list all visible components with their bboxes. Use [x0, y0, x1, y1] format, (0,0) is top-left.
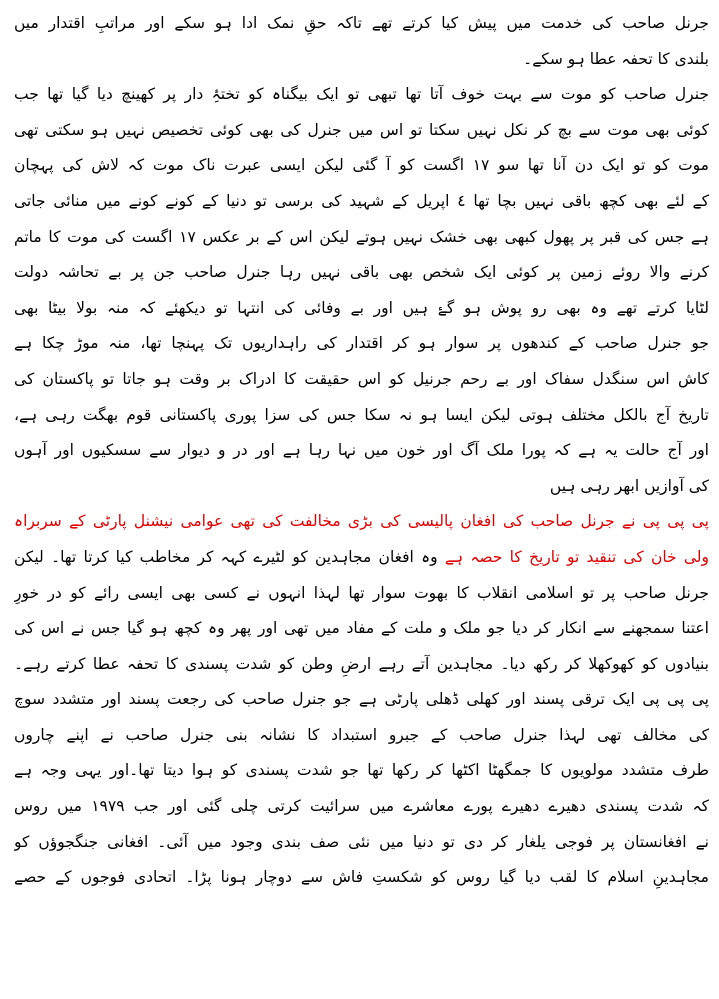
document-page	[14, 6, 709, 896]
text-line-11: کاش اس سنگدل سفاک اور بے رحم جرنیل کو اس حقیقت کا ادراک بر وقت ہو جاتا تو پاکستان کی	[14, 369, 709, 388]
text-line-19: بنیادوں کو کھوکھلا کر رکھ دیا۔ مجاہدین آتے رہے ارضِ وطن کو شدت پسندی کا تحفہ عطا کرتے رہے۔	[14, 654, 709, 673]
text-line-25: مجاہدینِ اسلام کا لقب دیا گیا روس کو شکستِ فاش سے دوچار ہونا پڑا۔ اتحادی فوجوں کے حصے	[14, 868, 709, 887]
text-line-2: بلندی کا تحفہ عطا ہو سکے۔	[523, 49, 709, 68]
text-line-13: اور آج حالت یہ ہے کہ پورا ملک آگ اور خون میں نہا رہا ہے اور در و دیوار سے سسکیوں اور آہوں	[14, 441, 709, 460]
text-line-6: کے لئے بھی کچھ باقی نہیں بچا تھا ٤ اپریل کے شہید کی برسی تو دنیا کے کونے کونے میں منائی جاتی	[14, 191, 709, 210]
text-line-14: کی آوازیں ابھر رہی ہیں	[549, 476, 709, 495]
text-line-3: جنرل صاحب کو موت سے بہت خوف آتا تھا تبھی تو ایک بیگناہ کو تختۂِ دار پر کھینچ دیا گیا تھا جب	[14, 85, 709, 104]
text-line-16-mixed	[14, 540, 709, 576]
text-line-17: جرنل صاحب پر تو اسلامی انقلاب کا بھوت سوار تھا لہذا انہوں نے کسی بھی ایسی رائے کو در خورِ	[14, 583, 709, 602]
text-line-8: کرنے والا روئے زمین پر کوئی ایک شخص بھی باقی نہیں رہا جنرل صاحب جن پر بے تحاشہ دولت	[14, 263, 709, 282]
text-line-22: طرف متشدد مولویوں کا جمگھٹا اکٹھا کر رکھا تھا جو شدت پسندی کو ہوا دیتا تھا۔اور یہی وجہ ہے	[14, 761, 709, 780]
text-line-4: کوئی بھی موت سے بچ کر نکل نہیں سکتا تو اس میں جنرل کی بھی کوئی تخصیص نہیں ہو سکتی تھی	[14, 120, 709, 139]
text-line-9: لٹایا کرتے تھے وہ بھی رو پوش ہو گۓ ہیں اور بے وفائی کی انتہا تو دیکھئے کہ منہ بولا بیٹا بھی	[14, 298, 709, 317]
text-line-24: نے افغانستان پر فوجی یلغار کر دی تو دنیا میں نئی صف بندی وجود میں آئی۔ افغانی جنگجوؤں کو	[14, 832, 709, 851]
text-line-15-highlight: پی پی پی نے جرنل صاحب کی افغان پالیسی کی بڑی مخالفت کی تھی عوامی نیشنل پارٹی کے سربراہ	[14, 512, 709, 531]
plain-phrase: وہ افغان مجاہدین کو لٹیرے کہہ کر مخاطب کیا کرتا تھا۔ لیکن	[14, 547, 445, 566]
highlighted-phrase: ولی خان کی تنقید تو تاریخ کا حصہ ہے	[444, 547, 709, 566]
text-line-18: اعتنا سمجھنے سے انکار کر دیا جو ملک و ملت کے مفاد میں تھی اور پھر وہ کچھ ہو گیا جس نے اس کی	[14, 619, 709, 638]
text-line-21: کی مخالف تھی لہذا جنرل صاحب کے جبرو استبداد کا نشانہ بنی جنرل صاحب نے اپنے چاروں	[14, 725, 709, 744]
text-line-23: کہ شدت پسندی دھیرے دھیرے پورے معاشرے میں سرائیت کرتی چلی گئی اور جب ۱۹۷۹ میں روس	[14, 797, 709, 816]
text-line-7: ہے جس کی قبر پر پھول کبھی بھی خشک نہیں ہوتے لیکن اس کے بر عکس ۱۷ اگست کی موت کا ماتم	[14, 227, 709, 246]
text-line-20: پی پی پی ایک ترقی پسند اور کھلی ڈھلی پارٹی ہے جو جنرل صاحب کی رجعت پسند اور متشدد سوچ	[14, 690, 709, 709]
text-line-5: موت کو تو ایک دن آنا تھا سو ۱۷ اگست کو آ گئی لیکن ایسی عبرت ناک موت کہ لاش کی پہچان	[14, 156, 709, 175]
text-line-12: تاریخ آج بالکل مختلف ہوتی لیکن ایسا ہو نہ سکا جس کی سزا پوری پاکستانی قوم بھگت رہی ہے،	[14, 405, 709, 424]
text-line-10: جو جنرل صاحب کے کندھوں پر سوار ہو کر اقتدار کی راہداریوں تک پہنچا تھا، منہ موڑ چکا ہے	[14, 334, 709, 353]
text-line-1: جرنل صاحب کی خدمت میں پیش کیا کرتے تھے تاکہ حقِ نمک ادا ہو سکے اور مراتبِ اقتدار میں	[14, 14, 709, 32]
